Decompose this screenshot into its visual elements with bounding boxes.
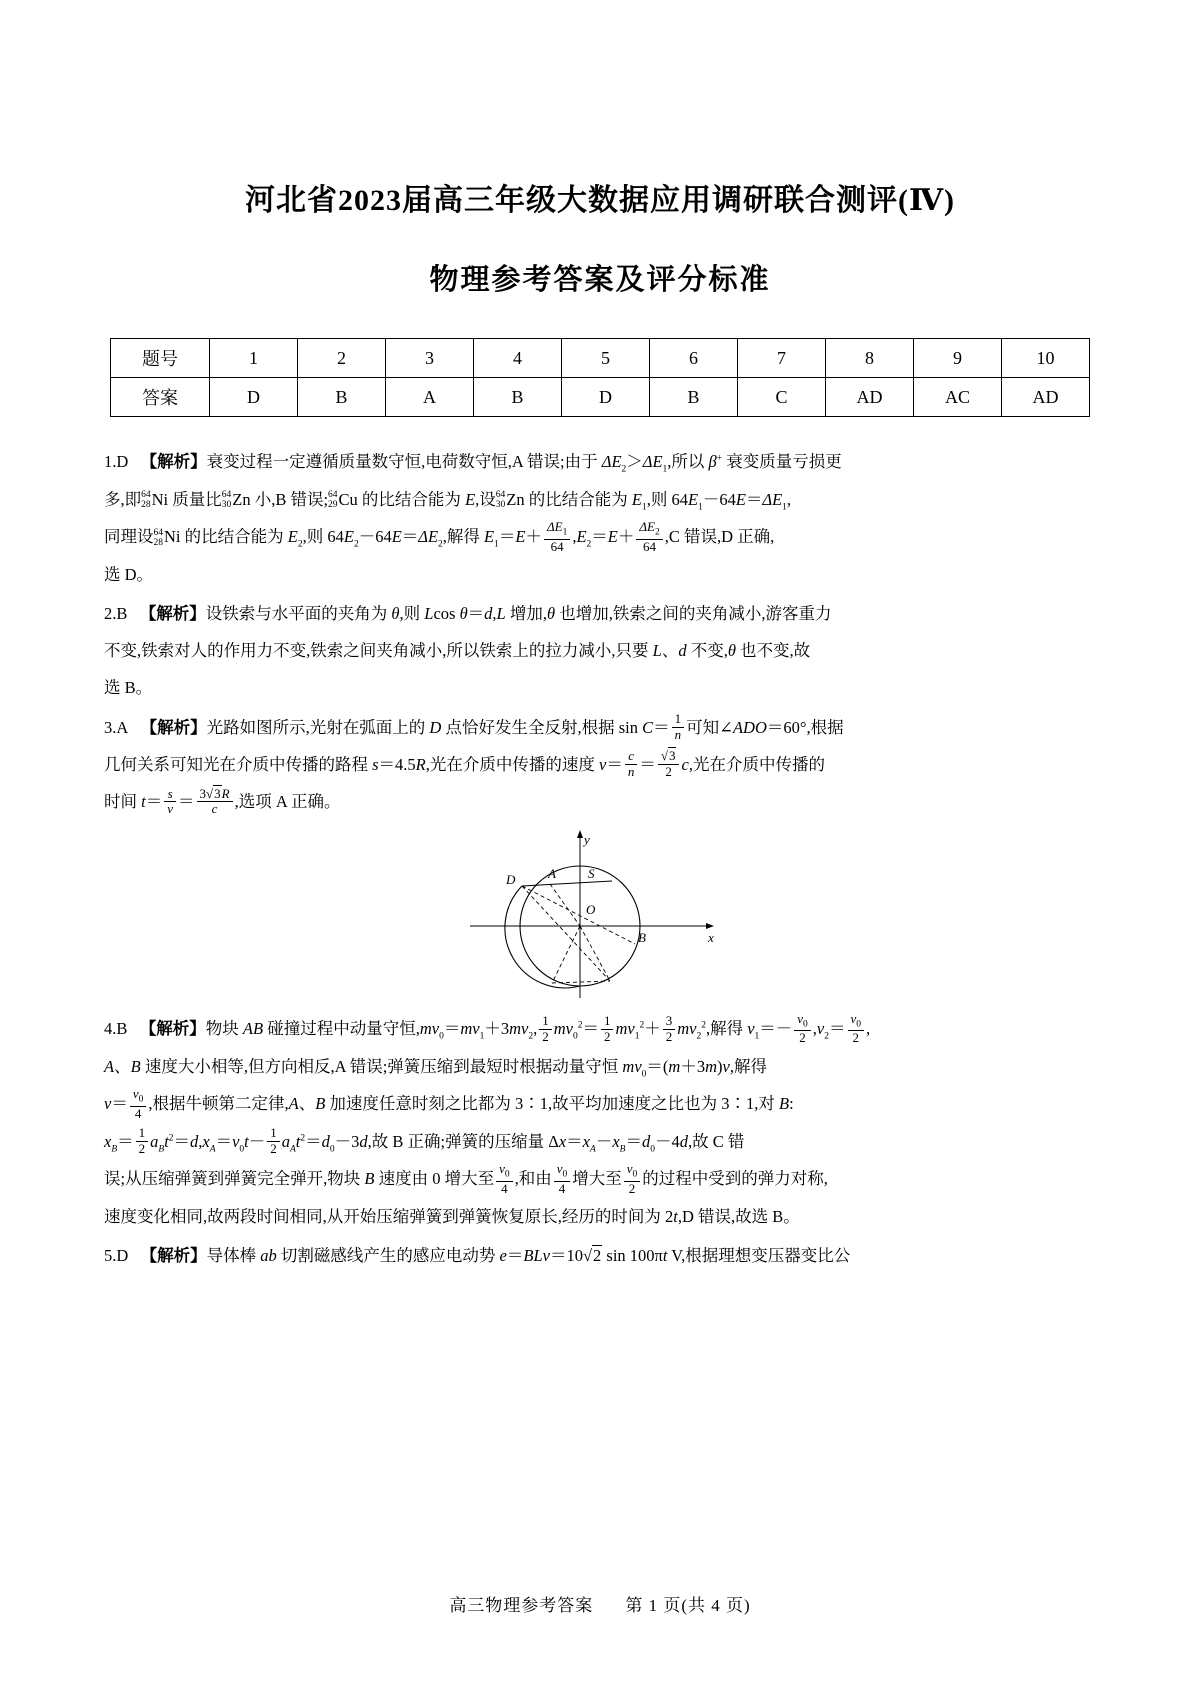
- answer-table-container: [110, 338, 1090, 417]
- footer-title: 高三物理参考答案: [449, 1596, 594, 1616]
- question-no-4: 4: [474, 339, 562, 378]
- explanation-tag-3: 【解析】: [140, 717, 207, 737]
- explanations-body: [104, 443, 1096, 1274]
- optics-diagram-svg: [460, 826, 740, 1006]
- explanation-item-3: [104, 709, 1096, 820]
- explanation-text-4: 物块 AB 碰撞过程中动量守恒$,mv_0=mv_1+3mv_2$, $\frac{1}{2}$ $mv_0^2=$ $\frac{1}{2}$ $mv_1^2+$ $\frac{3}{2}$ $mv_2^2$,解得 $v_1=-$ $\frac{v_0}{2}$ $,v_2=$ $\frac{v_0}{2}$ ,: [205, 1010, 871, 1046]
- explanation-no-3: 3.A: [104, 717, 129, 737]
- explanation-text-4b: A、B 速度大小相等,但方向相反,A 错误;弹簧压缩到最短时根据动量守恒 $mv_0=(m+3m)v$,解得: [104, 1056, 767, 1079]
- answer-3: A: [386, 378, 474, 417]
- explanation-text-4d: $x_B=$ $\frac{1}{2}$ $a_Bt^2=d,x_A=v_0t-$ $\frac{1}{2}$ $a_At^2=d_0-3d$,故 B 正确;弹簧的压缩量 $\Delta x=x_A-x_B=d_0-4d$,故 C 错: [104, 1125, 745, 1157]
- explanation-text-1b: 多,即 64 28 Ni 质量比 64 30 Zn 小,B 错误; 64 29 Cu 的比结合能为 E,设 64 30 Zn 的比结合能为 $E_1$,则 $64E_1-64E=\Delta E_1$,: [104, 489, 792, 512]
- page-footer: [0, 1591, 1200, 1616]
- figure-label-A: A: [548, 865, 556, 881]
- explanation-tag-2: 【解析】: [139, 604, 206, 624]
- row-header-answer: 答案: [111, 378, 210, 417]
- answer-table: [110, 338, 1090, 417]
- answer-6: B: [650, 378, 738, 417]
- explanation-text-3b: 几何关系可知光在介质中传播的路程 s＝4.5R,光在介质中传播的速度 v＝ $\frac{c}{n}$ ＝ $\frac{√3}{2}$ c,光在介质中传播的: [104, 748, 825, 780]
- question-no-5: 5: [562, 339, 650, 378]
- footer-page-number: 第 1 页(共 4 页): [625, 1596, 751, 1615]
- explanation-tag-5: 【解析】: [140, 1245, 207, 1265]
- explanation-text-3: 光路如图所示,光射在弧面上的 D 点恰好发生全反射,根据 sin C＝ $\frac{1}{n}$ 可知∠ADO＝60°,根据: [206, 711, 844, 743]
- question-no-9: 9: [914, 339, 1002, 378]
- explanation-text-3c: 时间 t＝ $\frac{s}{v}$ ＝ $\frac{3√3R}{c}$ ,选项 A 正确。: [104, 785, 341, 817]
- answer-8: AD: [826, 378, 914, 417]
- explanation-no-1: 1.D: [104, 452, 129, 471]
- answer-10: AD: [1002, 378, 1090, 417]
- figure-label-S: S: [588, 865, 595, 881]
- optics-figure: [104, 826, 1096, 1006]
- explanation-text-4e: 误;从压缩弹簧到弹簧完全弹开,物块 B 速度由 0 增大至 $\frac{v_0}{4}$ ,和由 $\frac{v_0}{4}$ 增大至 $\frac{v_0}{2}$ 的过程中受到的弹力对称,: [104, 1161, 828, 1196]
- table-row: [111, 339, 1090, 378]
- answer-2: B: [298, 378, 386, 417]
- figure-label-O: O: [586, 901, 596, 917]
- answer-9: AC: [914, 378, 1002, 417]
- answer-4: B: [474, 378, 562, 417]
- figure-label-B: B: [638, 929, 646, 945]
- explanation-text-2: 设铁索与水平面的夹角为 θ,则 Lcos θ＝d,L 增加,θ 也增加,铁索之间的夹角减小,游客重力: [205, 604, 832, 624]
- answer-7: C: [738, 378, 826, 417]
- page-title: 河北省2023届高三年级大数据应用调研联合测评(Ⅳ): [244, 184, 956, 217]
- row-header-question-no: 题号: [111, 339, 210, 378]
- explanation-text-2b: 不变,铁索对人的作用力不变,铁索之间夹角减小,所以铁索上的拉力减小,只要 L、d 不变,θ 也不变,故: [104, 641, 811, 661]
- explanation-item-1: [104, 443, 1096, 593]
- explanation-tag-1: 【解析】: [140, 452, 207, 471]
- figure-label-y: y: [584, 831, 590, 847]
- question-no-10: 10: [1002, 339, 1090, 378]
- explanation-no-5: 5.D: [104, 1245, 129, 1265]
- question-no-6: 6: [650, 339, 738, 378]
- explanation-text-5: 导体棒 ab 切割磁感线产生的感应电动势 e＝BLv＝10√2 sin 100πt V,根据理想变压器变比公: [206, 1245, 851, 1265]
- explanation-text-1c: 同理设 64 28 Ni 的比结合能为 $E_2$,则 $64E_2-64E=\Delta E_2$,解得 $E_1=E+$ $\frac{\Delta E_1}{64}$ $,E_2=E+$ $\frac{\Delta E_2}{64}$ ,C 错误,D 正确,: [104, 519, 775, 554]
- explanation-no-4: 4.B: [104, 1018, 128, 1038]
- table-row: [111, 378, 1090, 417]
- explanation-text-4f: 速度变化相同,故两段时间相同,从开始压缩弹簧到弹簧恢复原长,经历的时间为 2t,D 错误,故选 B。: [104, 1206, 800, 1226]
- explanation-item-4: [104, 1010, 1096, 1235]
- answer-5: D: [562, 378, 650, 417]
- question-no-2: 2: [298, 339, 386, 378]
- explanation-text-4c: v＝ $\frac{v_0}{4}$ ,根据牛顿第二定律,A、B 加速度任意时刻之比都为 3∶1,故平均加速度之比也为 3∶1,对 B:: [104, 1086, 794, 1121]
- question-no-3: 3: [386, 339, 474, 378]
- explanation-no-2: 2.B: [104, 604, 128, 624]
- question-no-8: 8: [826, 339, 914, 378]
- explanation-text-1d: 选 D。: [104, 565, 154, 585]
- question-no-1: 1: [210, 339, 298, 378]
- explanation-tag-4: 【解析】: [139, 1018, 206, 1038]
- answer-1: D: [210, 378, 298, 417]
- explanation-text-2c: 选 B。: [104, 678, 153, 698]
- figure-label-D: D: [506, 871, 516, 887]
- explanation-text-1: 衰变过程一定遵循质量数守恒,电荷数守恒,A 错误;由于 $\Delta E_2>\Delta E_1$,所以 β+ 衰变质量亏损更: [206, 452, 842, 475]
- page-subtitle: 物理参考答案及评分标准: [429, 264, 771, 296]
- explanation-item-2: [104, 595, 1096, 706]
- explanation-item-5: [104, 1237, 1096, 1274]
- figure-label-x: x: [708, 929, 714, 945]
- question-no-7: 7: [738, 339, 826, 378]
